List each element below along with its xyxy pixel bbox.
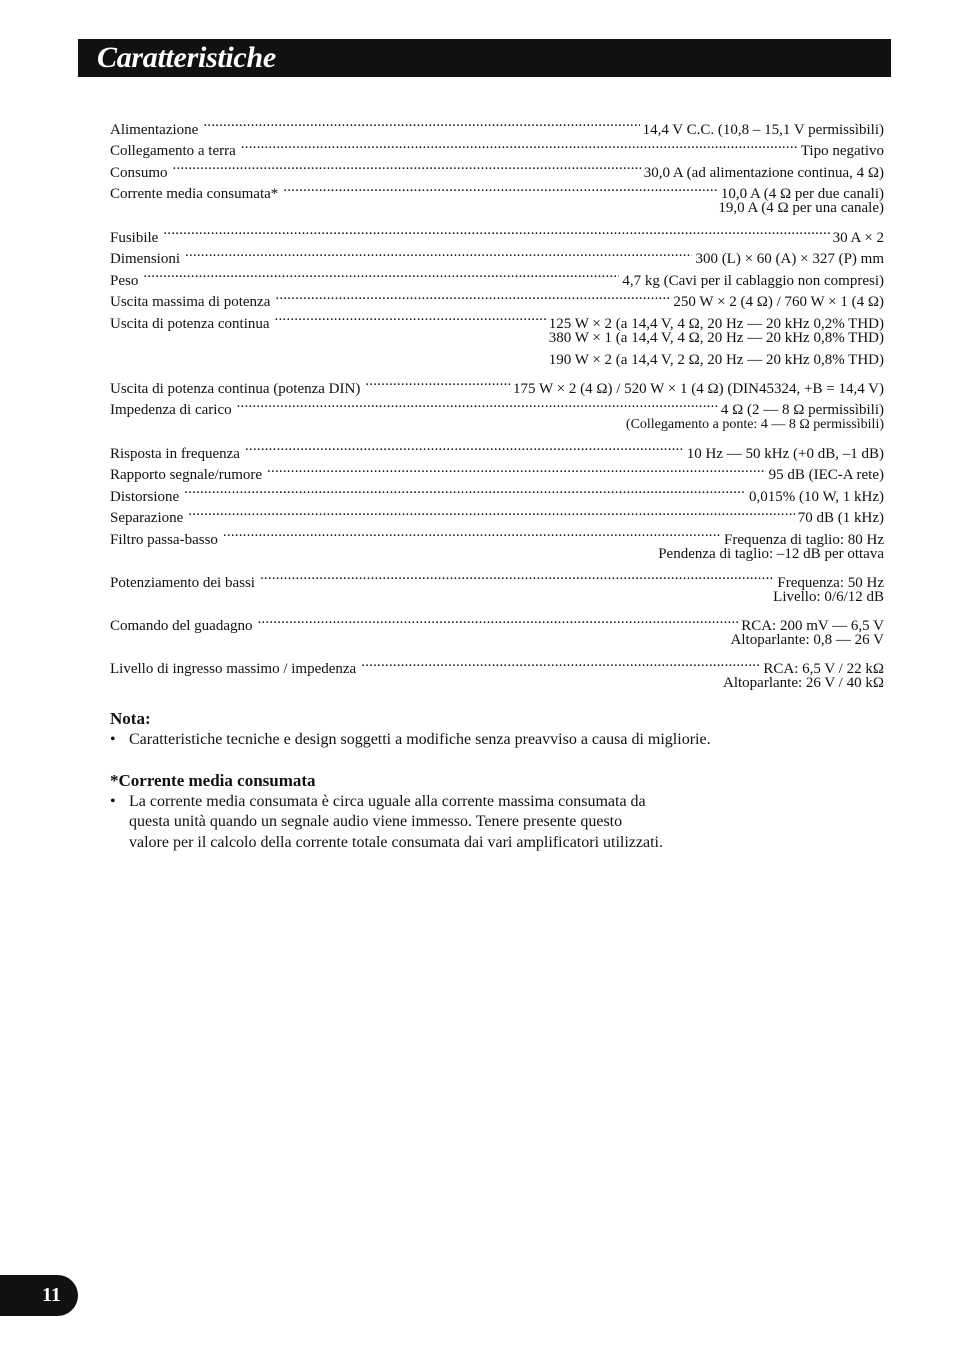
spec-label: Impedenza di carico	[110, 402, 232, 419]
corrente-bullet-item	[110, 792, 890, 854]
spec-value: 175 W × 2 (4 Ω) / 520 W × 1 (4 Ω) (DIN45324, +B = 14,4 V)	[513, 380, 884, 397]
spec-row-continuation	[110, 350, 884, 372]
corrente-heading: *Corrente media consumata	[110, 770, 316, 790]
dot-leader	[173, 155, 641, 177]
spec-value: 95 dB (IEC-A rete)	[768, 467, 884, 484]
dot-leader	[143, 263, 619, 285]
nota-bullet-item	[110, 730, 890, 751]
spec-value: 4,7 kg (Cavi per il cablaggio non compresi)	[622, 272, 884, 289]
spec-row	[110, 609, 884, 635]
page-title: Caratteristiche	[97, 41, 276, 74]
dot-leader	[223, 522, 721, 544]
spec-row	[110, 220, 884, 246]
dot-leader	[283, 177, 718, 199]
spec-value-extra: Pendenza di taglio: –12 dB per ottava	[658, 545, 884, 562]
corrente-line: valore per il calcolo della corrente totale consumata dai vari amplificatori utilizzati.	[129, 833, 663, 851]
spec-value: 14,4 V C.C. (10,8 – 15,1 V permissìbili)	[642, 121, 884, 138]
dot-leader	[257, 609, 738, 631]
spec-row	[110, 371, 884, 397]
spec-value-extra: 190 W × 2 (a 14,4 V, 2 Ω, 20 Hz — 20 kHz 0,8% THD)	[548, 351, 884, 368]
spec-row	[110, 242, 884, 268]
spec-value: Frequenza: 50 Hz	[777, 575, 884, 592]
bullet-mark: •	[110, 792, 116, 810]
dot-leader	[237, 393, 718, 415]
page-number: 11	[42, 1284, 61, 1306]
spec-value-extra: Livello: 0/6/12 dB	[773, 589, 884, 606]
spec-row-continuation	[110, 544, 884, 566]
spec-value-extra: Altoparlante: 26 V / 40 kΩ	[723, 675, 884, 692]
spec-label: Collegamento a terra	[110, 143, 236, 160]
spec-row	[110, 565, 884, 592]
dot-leader	[361, 652, 760, 674]
spec-value: RCA: 200 mV — 6,5 V	[741, 618, 884, 635]
spec-value: 30,0 A (ad alimentazione continua, 4 Ω)	[643, 164, 884, 181]
dot-leader	[241, 134, 798, 156]
spec-label: Fusibile	[110, 229, 159, 246]
dot-leader	[163, 220, 829, 242]
spec-label: Livello di ingresso massimo / impedenza	[110, 661, 357, 678]
spec-label: Peso	[110, 272, 139, 289]
spec-label: Potenziamento dei bassi	[110, 575, 255, 592]
spec-row	[110, 155, 884, 181]
spec-value: 10 Hz — 50 kHz (+0 dB, –1 dB)	[686, 445, 884, 462]
spec-value: 300 (L) × 60 (A) × 327 (P) mm	[695, 251, 884, 268]
dot-leader	[267, 458, 766, 480]
spec-label: Consumo	[110, 164, 168, 181]
nota-bullet-text: Caratteristiche tecniche e design soggetti a modifiche senza preavviso a causa di migliorie.	[129, 731, 711, 748]
spec-value: 30 A × 2	[832, 229, 884, 246]
spec-label: Distorsione	[110, 488, 180, 505]
specifications-list	[110, 112, 884, 695]
spec-label: Risposta in frequenza	[110, 445, 240, 462]
spec-label: Separazione	[110, 510, 184, 527]
spec-value-extra: (Collegamento a ponte: 4 — 8 Ω permissìbili)	[625, 417, 884, 433]
spec-label: Alimentazione	[110, 121, 199, 138]
spec-label: Uscita massima di potenza	[110, 294, 271, 311]
dot-leader	[275, 285, 670, 307]
spec-value-extra: 19,0 A (4 Ω per una canale)	[718, 200, 884, 217]
spec-value: 0,015% (10 W, 1 kHz)	[749, 488, 884, 505]
spec-value: 10,0 A (4 Ω per due canali)	[720, 186, 884, 203]
dot-leader	[365, 371, 510, 393]
spec-row	[110, 501, 884, 527]
spec-label: Corrente media consumata*	[110, 186, 279, 203]
spec-label: Filtro passa-basso	[110, 531, 218, 548]
bullet-mark: •	[110, 731, 116, 748]
dot-leader	[245, 436, 684, 458]
dot-leader	[188, 501, 794, 523]
spec-row	[110, 522, 884, 548]
dot-leader	[184, 479, 746, 501]
spec-value-extra: Altoparlante: 0,8 — 26 V	[730, 632, 884, 649]
corrente-line: La corrente media consumata è circa uguale alla corrente massima consumata da	[129, 792, 646, 810]
spec-row	[110, 134, 884, 160]
spec-value: 125 W × 2 (a 14,4 V, 4 Ω, 20 Hz — 20 kHz 0,2% THD)	[548, 315, 884, 332]
spec-row	[110, 436, 884, 462]
dot-leader	[185, 242, 692, 264]
dot-leader	[203, 112, 639, 134]
spec-row	[110, 652, 884, 678]
page-header	[78, 39, 891, 77]
corrente-line: questa unità quando un segnale audio viene immesso. Tenere presente questo	[129, 813, 623, 830]
spec-value: 4 Ω (2 — 8 Ω permissìbili)	[720, 402, 884, 419]
spec-label: Uscita di potenza continua (potenza DIN)	[110, 380, 361, 397]
spec-label: Dimensioni	[110, 251, 180, 268]
notes-section	[110, 708, 890, 853]
dot-leader	[275, 306, 546, 328]
spec-value: 250 W × 2 (4 Ω) / 760 W × 1 (4 Ω)	[673, 294, 884, 311]
spec-label: Uscita di potenza continua	[110, 315, 270, 332]
page-number-tab	[0, 1275, 78, 1316]
nota-heading: Nota:	[110, 709, 151, 728]
spec-value-extra: 380 W × 1 (a 14,4 V, 4 Ω, 20 Hz — 20 kHz 0,8% THD)	[548, 329, 884, 346]
spec-value: RCA: 6,5 V / 22 kΩ	[763, 661, 884, 678]
spec-value: 70 dB (1 kHz)	[797, 510, 884, 527]
spec-value: Tipo negativo	[800, 143, 884, 160]
spec-row	[110, 112, 884, 138]
dot-leader	[260, 565, 774, 587]
spec-value: Frequenza di taglio: 80 Hz	[724, 531, 884, 548]
spec-label: Comando del guadagno	[110, 618, 253, 635]
spec-label: Rapporto segnale/rumore	[110, 467, 263, 484]
